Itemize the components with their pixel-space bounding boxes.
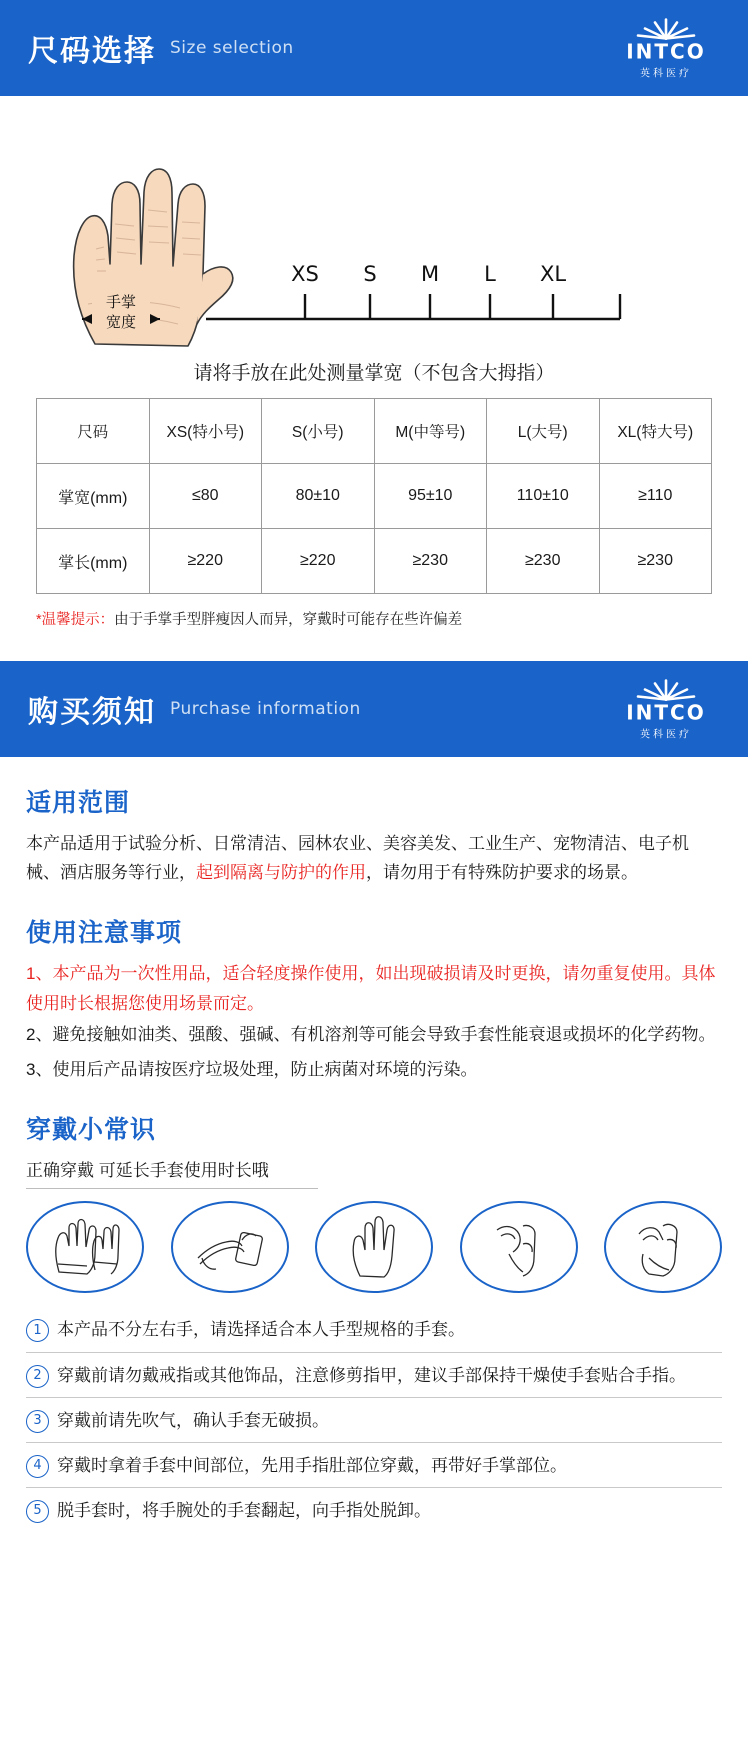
list-item [26, 1488, 722, 1532]
open-palm-glyph [334, 1214, 414, 1280]
list-item [26, 1307, 722, 1352]
size-banner-title-cn: 尺码选择 [28, 35, 156, 68]
wearing-subtitle: 正确穿戴 可延长手套使用时长哦 [26, 1156, 318, 1189]
scope-text-highlight: 起到隔离与防护的作用 [196, 863, 366, 883]
svg-text:XL: XL [539, 262, 567, 286]
pinching-glyph [479, 1214, 559, 1280]
logo-wordmark: INTCO [626, 39, 706, 64]
table-cell: ≥230 [374, 529, 487, 594]
table-header-cell: XS(特小号) [149, 399, 262, 464]
svg-text:宽度: 宽度 [105, 314, 137, 331]
palm-measure-diagram [0, 114, 748, 384]
diagram-caption: 请将手放在此处测量掌宽（不包含大拇指） [193, 363, 555, 384]
peeling-glove-icon [604, 1201, 722, 1293]
table-header-row [37, 399, 712, 464]
table-cell: 80±10 [262, 464, 375, 529]
size-note-text: 由于手掌手型胖瘦因人而异，穿戴时可能存在些许偏差 [114, 612, 463, 628]
list-item [26, 1353, 722, 1398]
pulling-cuff-glyph [190, 1214, 270, 1280]
size-selection-banner [0, 0, 748, 96]
size-note-prefix: *温馨提示： [36, 612, 115, 628]
table-cell: 110±10 [487, 464, 600, 529]
row-label: 掌长(mm) [37, 529, 150, 594]
open-palm-icon [315, 1201, 433, 1293]
size-ruler [206, 262, 620, 319]
step-text: 脱手套时，将手腕处的手套翻起，向手指处脱卸。 [57, 1501, 431, 1521]
table-header-cell: S(小号) [262, 399, 375, 464]
table-row [37, 529, 712, 594]
svg-text:手掌: 手掌 [105, 294, 137, 311]
scope-paragraph [26, 829, 722, 887]
table-header-cell: XL(特大号) [599, 399, 712, 464]
svg-text:S: S [363, 262, 377, 286]
wearing-heading: 穿戴小常识 [26, 1116, 157, 1145]
step-number: 5 [26, 1500, 49, 1523]
caution-item-1 [26, 959, 722, 1017]
step-number: 4 [26, 1455, 49, 1478]
peeling-glove-glyph [623, 1214, 703, 1280]
table-row [37, 464, 712, 529]
size-banner-title-en: Size selection [170, 38, 294, 58]
table-header-cell: 尺码 [37, 399, 150, 464]
svg-text:L: L [484, 262, 496, 286]
size-table [36, 398, 712, 594]
table-cell: ≥230 [599, 529, 712, 594]
list-item [26, 1443, 722, 1488]
scope-text-b: ，请勿用于有特殊防护要求的场景。 [366, 863, 638, 883]
gloved-hands-icon [26, 1201, 144, 1293]
wearing-icon-row [26, 1201, 722, 1293]
row-label: 掌宽(mm) [37, 464, 150, 529]
step-number: 1 [26, 1319, 49, 1342]
table-header-cell: L(大号) [487, 399, 600, 464]
table-cell: ≥220 [262, 529, 375, 594]
table-header-cell: M(中等号) [374, 399, 487, 464]
caution-item-2: 2、避免接触如油类、强酸、强碱、有机溶剂等可能会导致手套性能衰退或损坏的化学药物。 [26, 1024, 716, 1044]
palm-width-label [82, 292, 160, 336]
logo-subtext: 英科医疗 [640, 729, 692, 741]
table-cell: 95±10 [374, 464, 487, 529]
logo-wordmark: INTCO [626, 700, 706, 725]
step-text: 穿戴前请先吹气，确认手套无破损。 [57, 1410, 329, 1430]
svg-text:XS: XS [291, 262, 319, 286]
logo-rays-icon [635, 17, 697, 41]
step-number: 2 [26, 1365, 49, 1388]
size-note [36, 608, 712, 629]
purchase-info-body [0, 783, 748, 1532]
intco-logo [610, 678, 722, 741]
caution-item-3: 3、使用后产品请按医疗垃圾处理，防止病菌对环境的污染。 [26, 1060, 478, 1080]
table-cell: ≥230 [487, 529, 600, 594]
caution-1-text: 本产品为一次性用品，适合轻度操作使用，如出现破损请及时更换，请勿重复使用。具体使用时长根据您使用场景而定。 [26, 964, 716, 1013]
wearing-steps-list [26, 1307, 722, 1532]
logo-subtext: 英科医疗 [640, 68, 692, 80]
step-text: 穿戴前请勿戴戒指或其他饰品，注意修剪指甲，建议手部保持干燥使手套贴合手指。 [57, 1365, 686, 1385]
intco-logo [610, 17, 722, 80]
palm-measure-illustration [0, 114, 748, 364]
purchase-banner-title-en: Purchase information [170, 699, 361, 719]
scope-text-a: 本产品适用于试验分析、日常清洁、园林农业、美容美发、工业生产、宠物清洁、电子机械、酒店服务等行业， [26, 834, 689, 883]
purchase-banner-title-cn: 购买须知 [28, 696, 156, 729]
svg-text:M: M [420, 262, 440, 286]
cautions-heading: 使用注意事项 [26, 919, 183, 948]
table-cell: ≥110 [599, 464, 712, 529]
step-number: 3 [26, 1410, 49, 1433]
purchase-info-banner [0, 661, 748, 757]
logo-rays-icon [635, 678, 697, 702]
step-text: 本产品不分左右手，请选择适合本人手型规格的手套。 [57, 1320, 465, 1340]
scope-heading: 适用范围 [26, 789, 131, 817]
caution-1-prefix: 1、 [26, 964, 53, 984]
hand-pulling-cuff-icon [171, 1201, 289, 1293]
table-cell: ≤80 [149, 464, 262, 529]
step-text: 穿戴时拿着手套中间部位，先用手指肚部位穿戴，再带好手掌部位。 [57, 1455, 567, 1475]
table-cell: ≥220 [149, 529, 262, 594]
gloved-hands-glyph [45, 1214, 125, 1280]
pinching-fingertip-icon [460, 1201, 578, 1293]
list-item [26, 1398, 722, 1443]
